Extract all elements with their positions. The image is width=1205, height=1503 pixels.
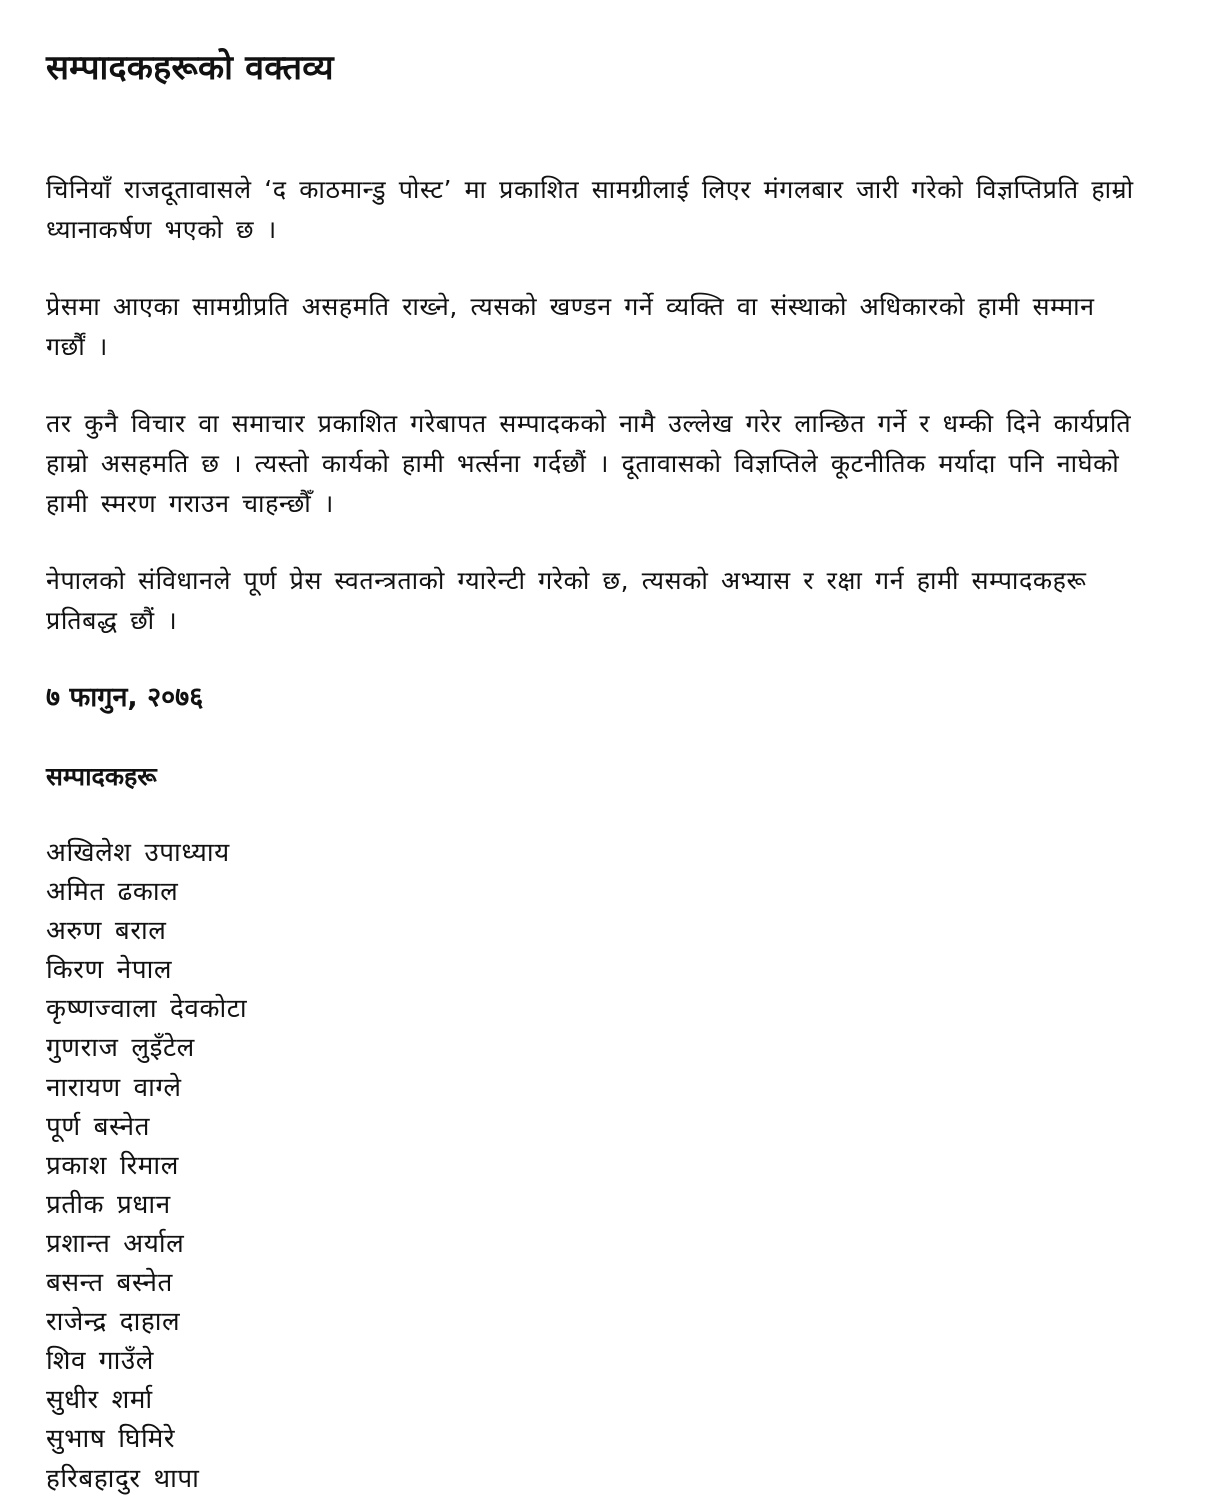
editor-name: प्रतीक प्रधान [46, 1189, 171, 1220]
editor-name: बसन्त बस्नेत [46, 1268, 173, 1299]
editor-name: अमित ढकाल [46, 877, 179, 908]
editors-heading: सम्पादकहरू [46, 762, 157, 791]
editor-name: प्रकाश रिमाल [46, 1150, 179, 1181]
paragraph-1: चिनियाँ राजदूतावासले ‘द काठमान्डु पोस्ट’ मा प्रकाशित सामग्रीलाई लिएर मंगलबार जारी गरेको विज्ञप्तिप्रति हाम्रो ध्यानाकर्षण भएको छ । [46, 175, 1134, 244]
editors-list [46, 834, 247, 1499]
editor-name: अखिलेश उपाध्याय [46, 838, 230, 868]
editor-name: सुभाष घिमिरे [46, 1424, 176, 1455]
editor-name: अरुण बराल [46, 916, 167, 947]
paragraph-3: तर कुनै विचार वा समाचार प्रकाशित गरेबापत सम्पादकको नामै उल्लेख गरेर लान्छित गर्ने र धम्की दिने कार्यप्रति हाम्रो असहमति छ । त्यस्तो कार्यको हामी भर्त्सना गर्दछौं । दूतावासको विज्ञप्तिले कूटनीतिक मर्यादा पनि नाघेको हामी स्मरण गराउन चाहन्छौँ । [46, 409, 1132, 518]
paragraph-4: नेपालको संविधानले पूर्ण प्रेस स्वतन्त्रताको ग्यारेन्टी गरेको छ, त्यसको अभ्यास र रक्षा गर्न हामी सम्पादकहरू प्रतिबद्ध छौं । [46, 566, 1087, 635]
editor-name: शिव गाउँले [46, 1346, 154, 1377]
editor-name: सुधीर शर्मा [46, 1385, 153, 1416]
editor-name: राजेन्द्र दाहाल [46, 1307, 181, 1338]
paragraph-2: प्रेसमा आएका सामग्रीप्रति असहमति राख्ने, त्यसको खण्डन गर्ने व्यक्ति वा संस्थाको अधिकारको हामी सम्मान गर्छौं । [46, 292, 1095, 361]
editor-name: हरिबहादुर थापा [46, 1463, 200, 1494]
editor-name: नारायण वाग्ले [46, 1072, 182, 1103]
editor-name: किरण नेपाल [46, 955, 173, 986]
editor-name: प्रशान्त अर्याल [46, 1228, 185, 1259]
editor-name: गुणराज लुइँटेल [46, 1033, 195, 1064]
editor-name: कृष्णज्वाला देवकोटा [46, 994, 248, 1025]
statement-date: ७ फागुन, २०७६ [46, 682, 204, 713]
statement-title: सम्पादकहरूको वक्तव्य [46, 48, 334, 88]
editor-name: पूर्ण बस्नेत [46, 1111, 151, 1142]
